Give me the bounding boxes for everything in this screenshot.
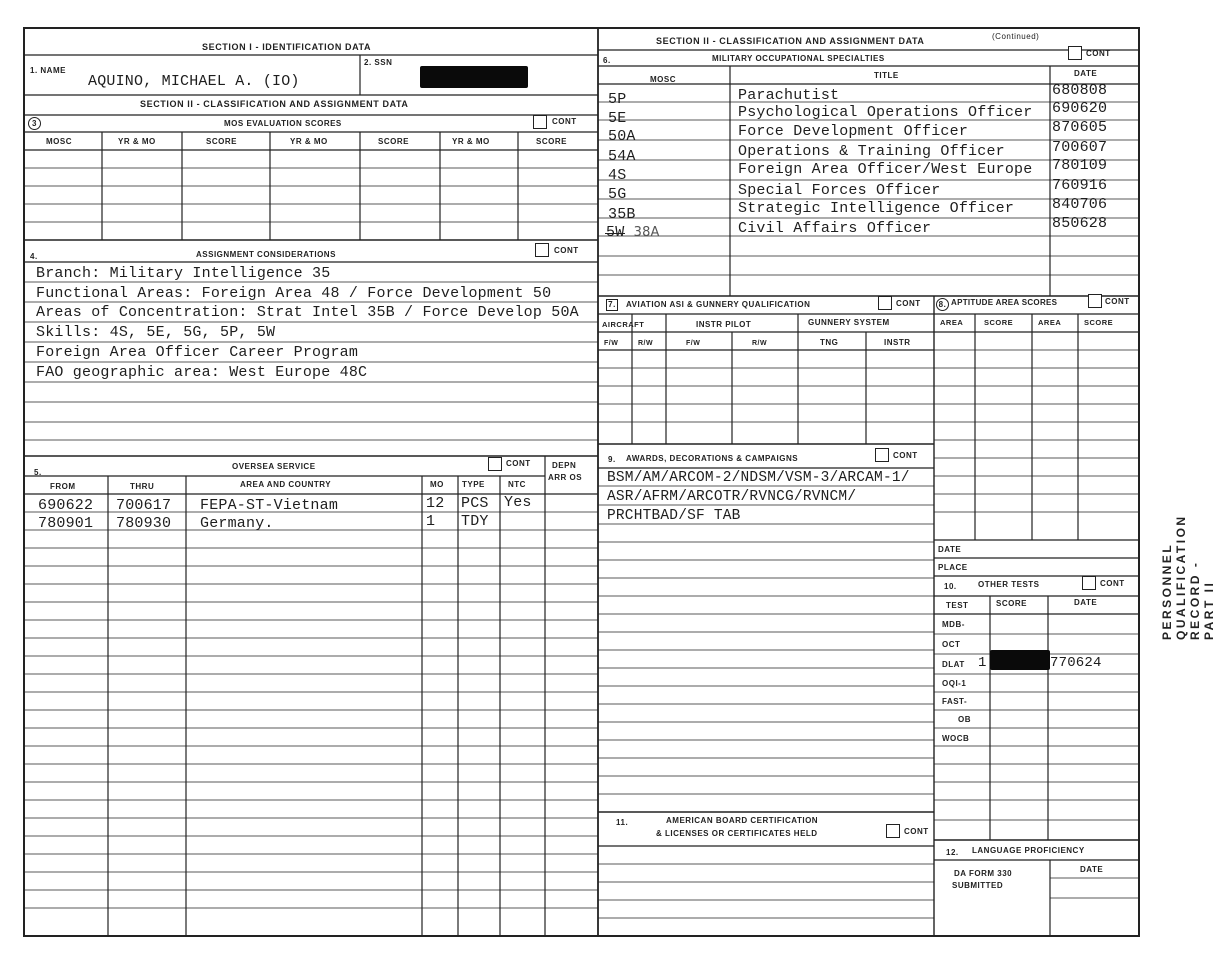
- aviation-cont-label: CONT: [896, 299, 921, 308]
- aviation-header-gunnery: GUNNERY SYSTEM: [808, 318, 890, 327]
- aviation-header-rw-1: R/W: [638, 340, 654, 347]
- oversea-row-2-area: Germany.: [200, 515, 274, 532]
- other-tests-cont-checkbox[interactable]: [1082, 576, 1096, 590]
- mos-row-3-title: Force Development Officer: [738, 123, 969, 140]
- board-cert-line-1: AMERICAN BOARD CERTIFICATION: [666, 816, 819, 825]
- mos-row-3-date: 870605: [1052, 119, 1108, 136]
- oversea-arr-os-label: ARR OS: [548, 473, 583, 482]
- oversea-cont-checkbox[interactable]: [488, 457, 502, 471]
- mos-row-6-date: 760916: [1052, 177, 1108, 194]
- aviation-cont-checkbox[interactable]: [878, 296, 892, 310]
- mos-eval-header-mosc: MOSC: [46, 137, 72, 146]
- assignment-title: ASSIGNMENT CONSIDERATIONS: [196, 250, 336, 259]
- language-title: LANGUAGE PROFICIENCY: [972, 846, 1085, 855]
- mos-eval-cont-checkbox[interactable]: [533, 115, 547, 129]
- oversea-row-1-ntc: Yes: [504, 494, 532, 511]
- other-test-oqi: OQI-1: [942, 679, 967, 688]
- aptitude-header-area-2: AREA: [1038, 318, 1062, 327]
- awards-number: 9.: [608, 455, 616, 464]
- other-tests-header-score: SCORE: [996, 599, 1027, 608]
- assignment-line-branch: Branch: Military Intelligence 35: [36, 265, 331, 282]
- mos-specialties-header-title: TITLE: [874, 71, 899, 80]
- aviation-header-instr: INSTR: [884, 338, 911, 347]
- mos-row-8-title: Civil Affairs Officer: [738, 220, 932, 237]
- aptitude-place-label: PLACE: [938, 563, 968, 572]
- mos-eval-header-score-2: SCORE: [378, 137, 409, 146]
- aptitude-number-circle: 8.: [936, 298, 949, 311]
- board-cert-number: 11.: [616, 818, 629, 827]
- aviation-header-aircraft: AIRCRAFT: [602, 320, 645, 329]
- assignment-line-fao-area: FAO geographic area: West Europe 48C: [36, 364, 368, 381]
- other-test-dlat: DLAT: [942, 660, 965, 669]
- awards-cont-label: CONT: [893, 451, 918, 460]
- aptitude-date-label: DATE: [938, 545, 962, 554]
- mos-row-7-title: Strategic Intelligence Officer: [738, 200, 1015, 217]
- other-tests-header-test: TEST: [946, 601, 969, 610]
- mos-row-2-mosc: 5E: [608, 110, 627, 127]
- assignment-line-areas-of-concentration: Areas of Concentration: Strat Intel 35B / Force Develop 50A: [36, 304, 579, 321]
- aviation-header-rw-2: R/W: [752, 340, 768, 347]
- board-cert-cont-label: CONT: [904, 827, 929, 836]
- aviation-header-tng: TNG: [820, 338, 839, 347]
- mos-row-7-date: 840706: [1052, 196, 1108, 213]
- oversea-header-ntc: NTC: [508, 480, 526, 489]
- other-tests-title: OTHER TESTS: [978, 580, 1040, 589]
- other-tests-cont-label: CONT: [1100, 579, 1125, 588]
- other-test-ob: OB: [958, 715, 971, 724]
- mos-row-2-date: 690620: [1052, 100, 1108, 117]
- oversea-row-2-thru: 780930: [116, 515, 172, 532]
- awards-line-3: PRCHTBAD/SF TAB: [607, 508, 741, 524]
- aptitude-cont-label: CONT: [1105, 297, 1130, 306]
- name-label: 1. NAME: [30, 66, 66, 75]
- mos-specialties-header-date: DATE: [1074, 69, 1098, 78]
- other-test-fast: FAST-: [942, 697, 968, 706]
- assignment-line-fao-program: Foreign Area Officer Career Program: [36, 344, 359, 361]
- oversea-header-mo: MO: [430, 480, 444, 489]
- oversea-header-from: FROM: [50, 482, 76, 491]
- mos-row-1-title: Parachutist: [738, 87, 840, 104]
- oversea-row-1-area: FEPA-ST-Vietnam: [200, 497, 339, 514]
- mos-specialties-title: MILITARY OCCUPATIONAL SPECIALTIES: [712, 54, 885, 63]
- mos-row-5-title: Foreign Area Officer/West Europe: [738, 161, 1033, 178]
- oversea-title: OVERSEA SERVICE: [232, 462, 316, 471]
- mos-row-4-title: Operations & Training Officer: [738, 143, 1005, 160]
- mos-specialties-cont-label: CONT: [1086, 49, 1111, 58]
- mos-specialties-number: 6.: [603, 56, 611, 65]
- aptitude-number: [936, 298, 949, 311]
- mos-row-8-date: 850628: [1052, 215, 1108, 232]
- mos-eval-header-yrmo-2: YR & MO: [290, 137, 328, 146]
- mos-eval-header-score-1: SCORE: [206, 137, 237, 146]
- section-2-continued-title: SECTION II - CLASSIFICATION AND ASSIGNMENT DATA: [656, 36, 925, 46]
- other-test-oct: OCT: [942, 640, 961, 649]
- awards-line-1: BSM/AM/ARCOM-2/NDSM/VSM-3/ARCAM-1/: [607, 470, 910, 486]
- mos-eval-header-score-3: SCORE: [536, 137, 567, 146]
- awards-title: AWARDS, DECORATIONS & CAMPAIGNS: [626, 454, 799, 463]
- mos-row-6-title: Special Forces Officer: [738, 182, 941, 199]
- other-test-dlat-score-prefix: 1: [978, 655, 987, 671]
- board-cert-line-2: & LICENSES OR CERTIFICATES HELD: [656, 829, 818, 838]
- oversea-row-2-from: 780901: [38, 515, 94, 532]
- mos-row-1-date: 680808: [1052, 82, 1108, 99]
- mos-eval-header-yrmo-1: YR & MO: [118, 137, 156, 146]
- oversea-depn-label: DEPN: [552, 461, 577, 470]
- aptitude-header-score-1: SCORE: [984, 318, 1014, 327]
- aviation-title: AVIATION ASI & GUNNERY QUALIFICATION: [626, 300, 811, 309]
- mos-specialties-cont-checkbox[interactable]: [1068, 46, 1082, 60]
- aptitude-cont-checkbox[interactable]: [1088, 294, 1102, 308]
- ssn-redaction: [420, 66, 528, 88]
- oversea-header-thru: THRU: [130, 482, 155, 491]
- awards-line-2: ASR/AFRM/ARCOTR/RVNCG/RVNCM/: [607, 489, 857, 505]
- mos-specialties-header-mosc: MOSC: [650, 75, 676, 84]
- aptitude-header-score-2: SCORE: [1084, 318, 1114, 327]
- mos-eval-number-circle: 3: [28, 117, 41, 130]
- board-cert-cont-checkbox[interactable]: [886, 824, 900, 838]
- oversea-number: 5.: [34, 468, 42, 477]
- other-tests-number: 10.: [944, 582, 957, 591]
- oversea-cont-label: CONT: [506, 459, 531, 468]
- assignment-cont-checkbox[interactable]: [535, 243, 549, 257]
- oversea-header-type: TYPE: [462, 480, 485, 489]
- other-test-mdb: MDB-: [942, 620, 965, 629]
- mos-row-1-mosc: 5P: [608, 91, 627, 108]
- mos-row-8-mosc: 38A: [633, 225, 660, 240]
- mos-row-4-date: 700607: [1052, 139, 1108, 156]
- side-form-title: PERSONNEL QUALIFICATION RECORD - PART II: [1160, 514, 1216, 640]
- mos-eval-title: MOS EVALUATION SCORES: [224, 119, 342, 128]
- aviation-number: [606, 299, 618, 311]
- aviation-header-fw-1: F/W: [604, 340, 619, 347]
- oversea-row-1-mo: 12: [426, 495, 445, 512]
- name-value: AQUINO, MICHAEL A. (IO): [88, 73, 300, 90]
- other-test-wocb: WOCB: [942, 734, 970, 743]
- assignment-line-skills: Skills: 4S, 5E, 5G, 5P, 5W: [36, 324, 276, 341]
- language-da-form-line-1: DA FORM 330: [954, 869, 1013, 878]
- mos-row-4-mosc: 54A: [608, 148, 636, 165]
- aptitude-title: APTITUDE AREA SCORES: [951, 298, 1058, 307]
- oversea-header-area: AREA AND COUNTRY: [240, 480, 332, 489]
- mos-row-6-mosc: 5G: [608, 186, 627, 203]
- dlat-score-redaction: [990, 650, 1050, 670]
- oversea-row-2-mo: 1: [426, 513, 436, 530]
- other-tests-header-date: DATE: [1074, 598, 1098, 607]
- mos-row-8-mosc-container: [606, 224, 660, 241]
- language-number: 12.: [946, 848, 959, 857]
- aviation-header-fw-2: F/W: [686, 340, 701, 347]
- mos-row-3-mosc: 50A: [608, 128, 636, 145]
- awards-cont-checkbox[interactable]: [875, 448, 889, 462]
- oversea-row-2-type: TDY: [461, 513, 489, 530]
- oversea-row-1-type: PCS: [461, 495, 489, 512]
- mos-row-5-mosc: 4S: [608, 167, 627, 184]
- language-date-label: DATE: [1080, 865, 1104, 874]
- aviation-number-box: 7.: [606, 299, 618, 311]
- mos-row-8-mosc-struck: 5W: [606, 224, 625, 241]
- other-test-dlat-date: 770624: [1050, 655, 1102, 671]
- mos-row-7-mosc: 35B: [608, 206, 636, 223]
- assignment-number: 4.: [30, 252, 38, 261]
- assignment-cont-label: CONT: [554, 246, 579, 255]
- mos-eval-number: [28, 117, 41, 130]
- aviation-header-instr-pilot: INSTR PILOT: [696, 320, 752, 329]
- oversea-row-1-thru: 700617: [116, 497, 172, 514]
- section-1-title: SECTION I - IDENTIFICATION DATA: [202, 42, 372, 52]
- language-da-form-line-2: SUBMITTED: [952, 881, 1004, 890]
- mos-row-5-date: 780109: [1052, 157, 1108, 174]
- oversea-row-1-from: 690622: [38, 497, 94, 514]
- section-2-title: SECTION II - CLASSIFICATION AND ASSIGNMENT DATA: [140, 99, 409, 109]
- ssn-label: 2. SSN: [364, 58, 393, 67]
- section-2-continued-suffix: (Continued): [992, 32, 1040, 41]
- aptitude-header-area-1: AREA: [940, 318, 964, 327]
- mos-eval-header-yrmo-3: YR & MO: [452, 137, 490, 146]
- assignment-line-functional-areas: Functional Areas: Foreign Area 48 / Force Development 50: [36, 285, 552, 302]
- mos-eval-cont-label: CONT: [552, 117, 577, 126]
- mos-row-2-title: Psychological Operations Officer: [738, 104, 1033, 121]
